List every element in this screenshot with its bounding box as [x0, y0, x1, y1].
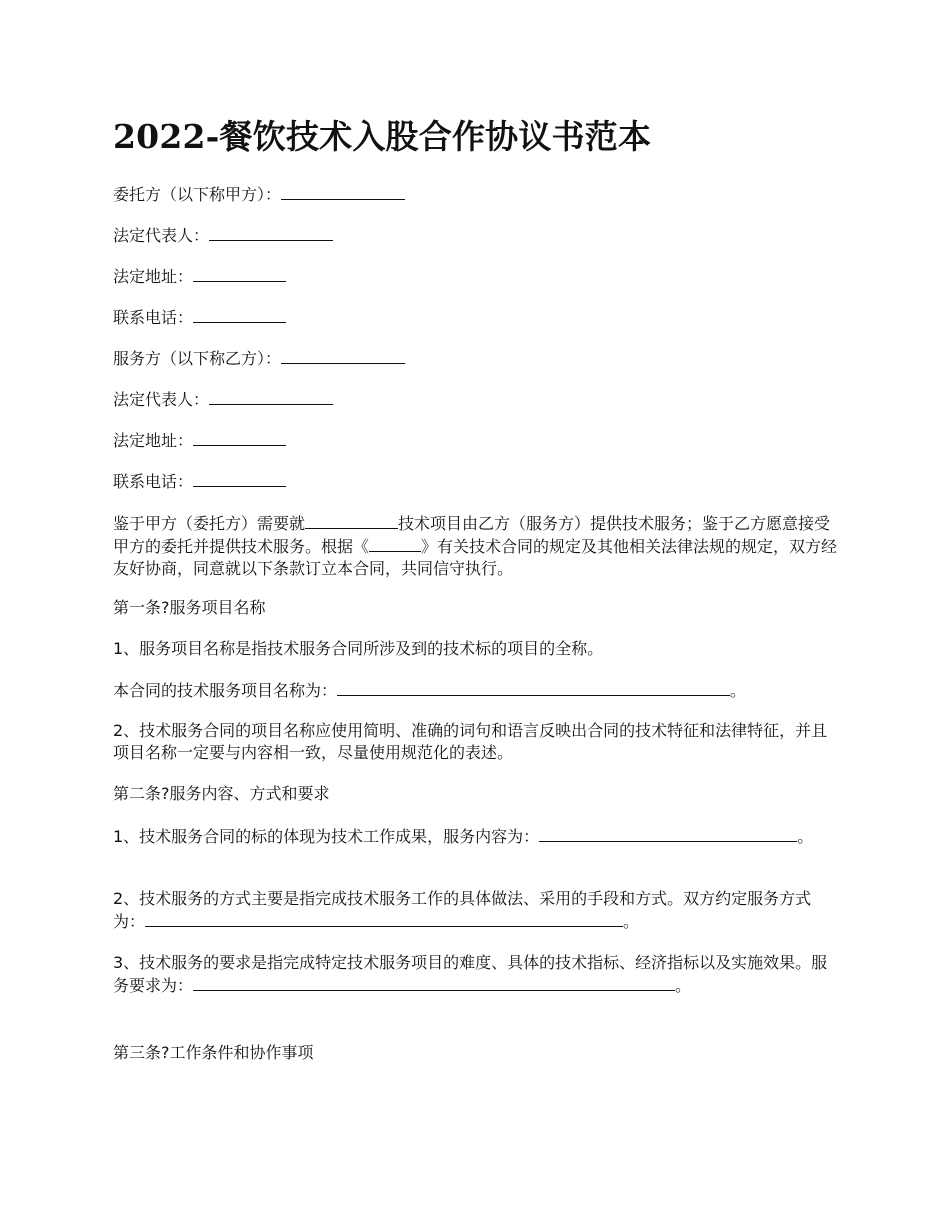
- preamble-part1: 鉴于甲方（委托方）需要就: [113, 514, 306, 533]
- project-name-blank: [337, 679, 730, 696]
- service-requirement-blank: [193, 974, 603, 991]
- party-b-address-label: 法定地址：: [113, 431, 194, 450]
- party-b-phone-line: [113, 470, 286, 493]
- service-content-blank: [539, 825, 766, 842]
- server-blank: [281, 347, 405, 364]
- server-line: [113, 347, 405, 370]
- article2-heading: 第二条?服务内容、方式和要求: [113, 784, 330, 803]
- party-b-address-blank: [193, 429, 286, 446]
- article2-item3-text: 3、技术服务的要求是指完成特定技术服务项目的难度、具体的技术指标、经济指标以及实施效果。服务要求为：: [113, 953, 828, 995]
- party-a-rep-line: [113, 224, 333, 247]
- party-a-phone-blank: [193, 306, 286, 323]
- service-content-blank-cont: [766, 825, 797, 842]
- article2-item1: [113, 825, 843, 848]
- article2-item2-text: 2、技术服务的方式主要是指完成技术服务工作的具体做法、采用的手段和方式。双方约定服务方式为：: [113, 889, 812, 931]
- party-b-rep-label: 法定代表人：: [113, 390, 210, 409]
- party-a-phone-line: [113, 306, 286, 329]
- article1-item1: 1、服务项目名称是指技术服务合同所涉及到的技术标的项目的全称。: [113, 639, 604, 658]
- party-a-rep-label: 法定代表人：: [113, 226, 210, 245]
- law-blank: [369, 535, 421, 552]
- client-line: [113, 183, 405, 206]
- service-method-blank: [145, 910, 623, 927]
- party-a-address-line: [113, 265, 286, 288]
- article2-item2-end: 。: [623, 912, 640, 931]
- document-title: 2022-餐饮技术入股合作协议书范本: [113, 117, 652, 156]
- party-b-phone-blank: [193, 470, 286, 487]
- article1-heading: 第一条?服务项目名称: [113, 598, 266, 617]
- party-a-rep-blank: [209, 224, 333, 241]
- party-b-rep-blank: [209, 388, 333, 405]
- preamble-paragraph: [113, 512, 843, 580]
- client-blank: [281, 183, 405, 200]
- client-label: 委托方（以下称甲方）：: [113, 185, 282, 204]
- service-requirement-blank-cont: [603, 974, 675, 991]
- article1-item2: 2、技术服务合同的项目名称应使用简明、准确的词句和语言反映出合同的技术特征和法律特征，并且项目名称一定要与内容相一致，尽量使用规范化的表述。: [113, 721, 828, 762]
- article1-name-line: [113, 679, 746, 702]
- project-blank: [305, 512, 398, 529]
- party-a-address-blank: [193, 265, 286, 282]
- article1-name-label: 本合同的技术服务项目名称为：: [113, 681, 338, 700]
- article2-item3-end: 。: [675, 976, 692, 995]
- article2-item2: [113, 888, 843, 933]
- preamble-part3: 》有关技术合同的规定及其他相关法律法规的规定，双方经友好协商，同意就以下条款订立本合同，共同信守执行。: [113, 537, 838, 578]
- article1-name-end: 。: [730, 681, 747, 700]
- article2-item1-text: 1、技术服务合同的标的体现为技术工作成果，服务内容为：: [113, 827, 540, 846]
- server-label: 服务方（以下称乙方）：: [113, 349, 282, 368]
- party-a-address-label: 法定地址：: [113, 267, 194, 286]
- article2-item1-end: 。: [797, 827, 814, 846]
- party-b-phone-label: 联系电话：: [113, 472, 194, 491]
- party-a-phone-label: 联系电话：: [113, 308, 194, 327]
- preamble-part2: 技术项目由乙方（服务方）提供技术服务；鉴于乙方愿意接受甲方的委托并提供技术服务。根据《: [113, 514, 831, 556]
- article2-item3: [113, 952, 843, 997]
- party-b-address-line: [113, 429, 286, 452]
- article3-heading: 第三条?工作条件和协作事项: [113, 1043, 314, 1062]
- party-b-rep-line: [113, 388, 333, 411]
